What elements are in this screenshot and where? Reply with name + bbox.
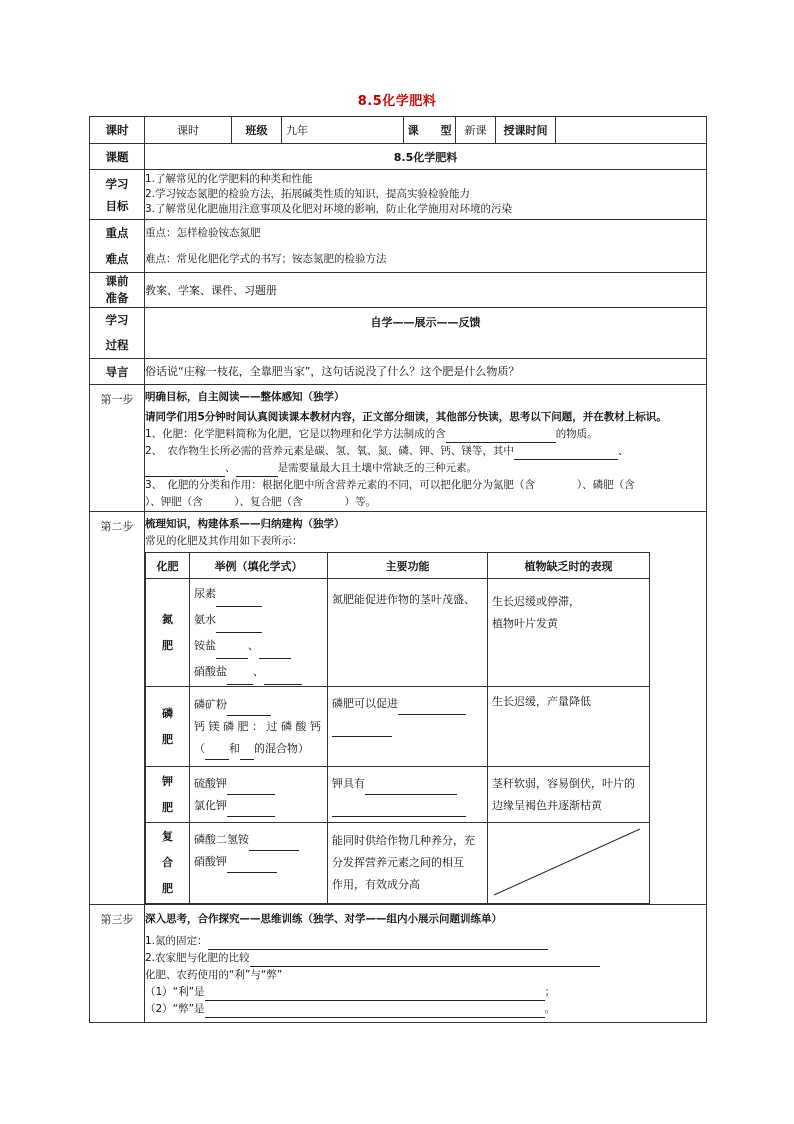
- danfei-blank[interactable]: [264, 672, 302, 685]
- jiafei-blank[interactable]: [227, 804, 275, 817]
- linfei-lack: 生长迟缓，产量降低: [488, 687, 650, 767]
- guocheng-label: [90, 308, 145, 359]
- jiafei-row: [146, 767, 650, 823]
- zhongnan-content: [145, 220, 707, 273]
- fuhefei-func-2: 分发挥营养元素之间的相互: [332, 856, 464, 869]
- guocheng-label-1: 学习: [105, 313, 129, 327]
- guocheng-content: 自学——展示——反馈: [145, 308, 707, 359]
- danfei-blank[interactable]: [216, 646, 248, 659]
- step1-q1: [145, 426, 706, 443]
- danfei-sep: 、: [253, 664, 264, 678]
- step3-row: [90, 905, 707, 1023]
- fertilizer-header-row: [146, 553, 650, 579]
- zhunbei-row: [90, 273, 707, 308]
- linfei-blank[interactable]: [205, 747, 229, 760]
- q2-text-d: 是需要量最大且土壤中常缺乏的三种元素。: [277, 462, 477, 474]
- banji-value: 九年: [282, 117, 404, 144]
- linfei-func-text: 磷肥可以促进: [332, 697, 398, 710]
- fuhefei-char: 合: [162, 856, 173, 869]
- fuhefei-char: 复: [162, 830, 173, 843]
- mubiao-item: 2.学习铵态氮肥的检验方法，拓展碱类性质的知识，提高实验检验能力: [145, 188, 471, 200]
- zhunbei-label-2: 准备: [105, 291, 129, 305]
- zhunbei-label: [90, 273, 145, 308]
- fertilizer-table: [145, 552, 650, 904]
- step3-heading: 深入思考，合作探究——思维训练（独学、对学——组内小展示问题训练单）: [145, 913, 502, 925]
- step3-q4-text: （1）“利”是: [145, 986, 205, 998]
- step1-label: 第一步: [90, 385, 145, 512]
- linfei-ex: 和: [229, 741, 240, 755]
- q2-blank-3[interactable]: [236, 464, 278, 477]
- step2-row: [90, 512, 707, 905]
- keshi-label: 课时: [90, 117, 145, 144]
- step2-heading: 梳理知识，构建体系——归纳建构（独学）: [145, 518, 345, 530]
- linfei-name: [146, 687, 190, 767]
- jiafei-blank[interactable]: [332, 804, 466, 817]
- mubiao-label: [90, 170, 145, 220]
- danfei-name: [146, 579, 190, 687]
- step1-instruction: 请同学们用5分钟时间认真阅读课本教材内容，正文部分细读，其他部分快读，思考以下问题，并在教材上标识。: [145, 411, 667, 423]
- jiafei-blank[interactable]: [365, 782, 457, 795]
- step1-q3: [145, 477, 706, 511]
- linfei-ex: 钙 镁 磷 肥 ： 过 磷 酸 钙: [194, 719, 321, 733]
- q2-text-a: 2、 农作物生长所必需的营养元素是碳、氢、氧、氮、磷、钾、钙、镁等，其中: [145, 445, 514, 457]
- q3-text-a: 3、 化肥的分类和作用：根据化肥中所含营养元素的不同，可以把化肥分为氮肥（含 ）、磷肥（含: [145, 479, 635, 491]
- col-header: 化肥: [146, 553, 190, 579]
- kexing-value: 新课: [456, 117, 496, 144]
- jiafei-ex: 硫酸钾: [194, 776, 227, 790]
- shouke-value: [556, 117, 707, 144]
- step3-q3: 化肥、农药使用的“利”与“弊”: [145, 969, 283, 981]
- jiafei-char: 肥: [162, 800, 173, 814]
- step3-blank[interactable]: [205, 1005, 545, 1018]
- step3-blank[interactable]: [250, 954, 600, 967]
- nandian-text: 难点：常见化肥化学式的书写；铵态氮肥的检验方法: [145, 253, 387, 265]
- danfei-ex: 硝酸盐: [194, 664, 227, 678]
- danfei-char: 氮: [162, 612, 173, 626]
- mubiao-label-1: 学习: [105, 176, 129, 191]
- danfei-lack-1: 生长迟缓或停滞，: [492, 595, 580, 608]
- q3-text-b: ）、钾肥（含 ）、复合肥（含 ）等。: [145, 496, 376, 508]
- jiafei-function: [328, 767, 488, 823]
- step3-q1: [145, 933, 706, 950]
- linfei-row: [146, 687, 650, 767]
- step3-q4: [145, 984, 706, 1001]
- guocheng-row: [90, 308, 707, 359]
- mubiao-row: [90, 170, 707, 220]
- keshi-value: 课时: [145, 117, 232, 144]
- step3-q5-text: （2）“弊”是: [145, 1003, 205, 1015]
- step3-blank[interactable]: [205, 988, 545, 1001]
- keti-row: [90, 144, 707, 170]
- q1-blank[interactable]: [446, 430, 556, 443]
- step3-label: 第三步: [90, 905, 145, 1023]
- jiafei-func-text: 钾具有: [332, 776, 365, 790]
- linfei-blank[interactable]: [332, 724, 392, 737]
- step1-content: [145, 385, 707, 512]
- danfei-lack: [488, 579, 650, 687]
- zhongnan-label-1: 重点: [105, 226, 129, 240]
- step3-q5: [145, 1001, 706, 1018]
- diagonal-strike: [488, 823, 650, 903]
- shouke-label: 授课时间: [496, 117, 556, 144]
- step3-q2-text: 2.农家肥与化肥的比较: [145, 952, 250, 964]
- linfei-blank[interactable]: [227, 703, 271, 716]
- linfei-blank[interactable]: [398, 702, 466, 715]
- fuhefei-function: [328, 823, 488, 904]
- fuhefei-row: [146, 823, 650, 904]
- linfei-ex: 磷矿粉: [194, 697, 227, 711]
- mubiao-item: 1.了解常见的化学肥料的种类和性能: [145, 173, 313, 185]
- daoyan-label: 导言: [90, 359, 145, 385]
- danfei-ex: 氨水: [194, 612, 216, 626]
- fuhefei-ex: 硝酸钾: [194, 855, 227, 868]
- step1-heading: 明确目标，自主阅读——整体感知（独学）: [145, 391, 345, 403]
- col-header: 植物缺乏时的表现: [488, 553, 650, 579]
- step3-blank[interactable]: [208, 937, 548, 950]
- linfei-char: 磷: [162, 706, 173, 720]
- mubiao-item: 3.了解常见化肥施用注意事项及化肥对环境的影响，防止化学施用对环境的污染: [145, 203, 513, 215]
- step1-q2: [145, 443, 706, 477]
- zhunbei-label-1: 课前: [105, 274, 129, 288]
- danfei-function: 氮肥能促进作物的茎叶茂盛、: [328, 579, 488, 687]
- fuhefei-name: [146, 823, 190, 904]
- fuhefei-char: 肥: [162, 882, 173, 895]
- zhongdian-text: 重点：怎样检验铵态氮肥: [145, 227, 261, 239]
- danfei-ex: 铵盐: [194, 638, 216, 652]
- q2-blank-2[interactable]: [145, 464, 225, 477]
- banji-label: 班级: [232, 117, 282, 144]
- fuhefei-blank[interactable]: [249, 838, 299, 851]
- q1-text-b: 的物质。: [555, 428, 598, 440]
- guocheng-label-2: 过程: [105, 338, 129, 352]
- step3-content: [145, 905, 707, 1023]
- keti-value: 8.5化学肥料: [145, 144, 707, 170]
- col-header: 主要功能: [328, 553, 488, 579]
- step3-q1-text: 1.氮的固定：: [145, 935, 208, 947]
- linfei-blank[interactable]: [240, 747, 254, 760]
- zhunbei-content: 教案、学案、课件、习题册: [145, 273, 707, 308]
- jiafei-name: [146, 767, 190, 823]
- jiafei-blank[interactable]: [227, 782, 275, 795]
- fuhefei-func-3: 作用，有效成分高: [332, 878, 420, 891]
- jiafei-lack-2: 边缘呈褐色并逐渐枯黄: [492, 798, 602, 812]
- q2-sep-2: 、: [225, 462, 236, 474]
- linfei-char: 肥: [162, 732, 173, 746]
- zhongnan-label-2: 难点: [105, 252, 129, 266]
- linfei-ex: 的混合物）: [254, 741, 309, 755]
- q1-text-a: 1、化肥：化学肥料简称为化肥，它是以物理和化学方法制成的含: [145, 428, 446, 440]
- fuhefei-func-1: 能同时供给作物几种养分，充: [332, 834, 475, 847]
- q2-sep-1: 、: [617, 445, 629, 457]
- danfei-blank[interactable]: [216, 620, 262, 633]
- kexing-label: 课 型: [404, 117, 456, 144]
- danfei-blank[interactable]: [216, 594, 262, 607]
- jiafei-ex: 氯化钾: [194, 798, 227, 812]
- fuhefei-blank[interactable]: [227, 860, 277, 873]
- jiafei-examples: [190, 767, 328, 823]
- step3-q5-end: 。: [544, 1003, 556, 1015]
- danfei-char: 肥: [162, 638, 173, 652]
- danfei-row: [146, 579, 650, 687]
- header-row: [90, 117, 707, 144]
- fuhefei-lack: [488, 823, 650, 904]
- q2-blank-1[interactable]: [514, 447, 618, 460]
- step1-row: [90, 385, 707, 512]
- mubiao-content: [145, 170, 707, 220]
- danfei-sep: 、: [248, 638, 259, 652]
- linfei-function: [328, 687, 488, 767]
- zhongnan-label: [90, 220, 145, 273]
- step2-content: [145, 512, 707, 905]
- step3-q2: [145, 950, 706, 967]
- keti-label: 课题: [90, 144, 145, 170]
- danfei-lack-2: 植物叶片发黄: [492, 617, 558, 630]
- daoyan-content: 俗话说“庄稼一枝花，全靠肥当家”，这句话说没了什么？这个肥是什么物质？: [145, 359, 707, 385]
- danfei-blank[interactable]: [227, 672, 253, 685]
- mubiao-label-2: 目标: [105, 198, 129, 213]
- page-title: 8.5化学肥料: [357, 94, 437, 109]
- daoyan-row: [90, 359, 707, 385]
- fuhefei-examples: [190, 823, 328, 904]
- linfei-examples: [190, 687, 328, 767]
- zhongnan-row: [90, 220, 707, 273]
- jiafei-lack: [488, 767, 650, 823]
- col-header: 举例（填化学式）: [190, 553, 328, 579]
- jiafei-char: 钾: [162, 774, 173, 788]
- linfei-ex: （: [194, 741, 205, 755]
- step3-q4-end: ；: [544, 986, 556, 998]
- step2-label: 第二步: [90, 512, 145, 905]
- danfei-blank[interactable]: [259, 646, 291, 659]
- danfei-ex: 尿素: [194, 586, 216, 600]
- jiafei-lack-1: 茎秆软弱，容易倒伏，叶片的: [492, 776, 635, 790]
- step2-intro: 常见的化肥及其作用如下表所示：: [145, 535, 303, 547]
- lesson-plan-table: [89, 116, 707, 1023]
- danfei-examples: [190, 579, 328, 687]
- fuhefei-ex: 磷酸二氢铵: [194, 833, 249, 846]
